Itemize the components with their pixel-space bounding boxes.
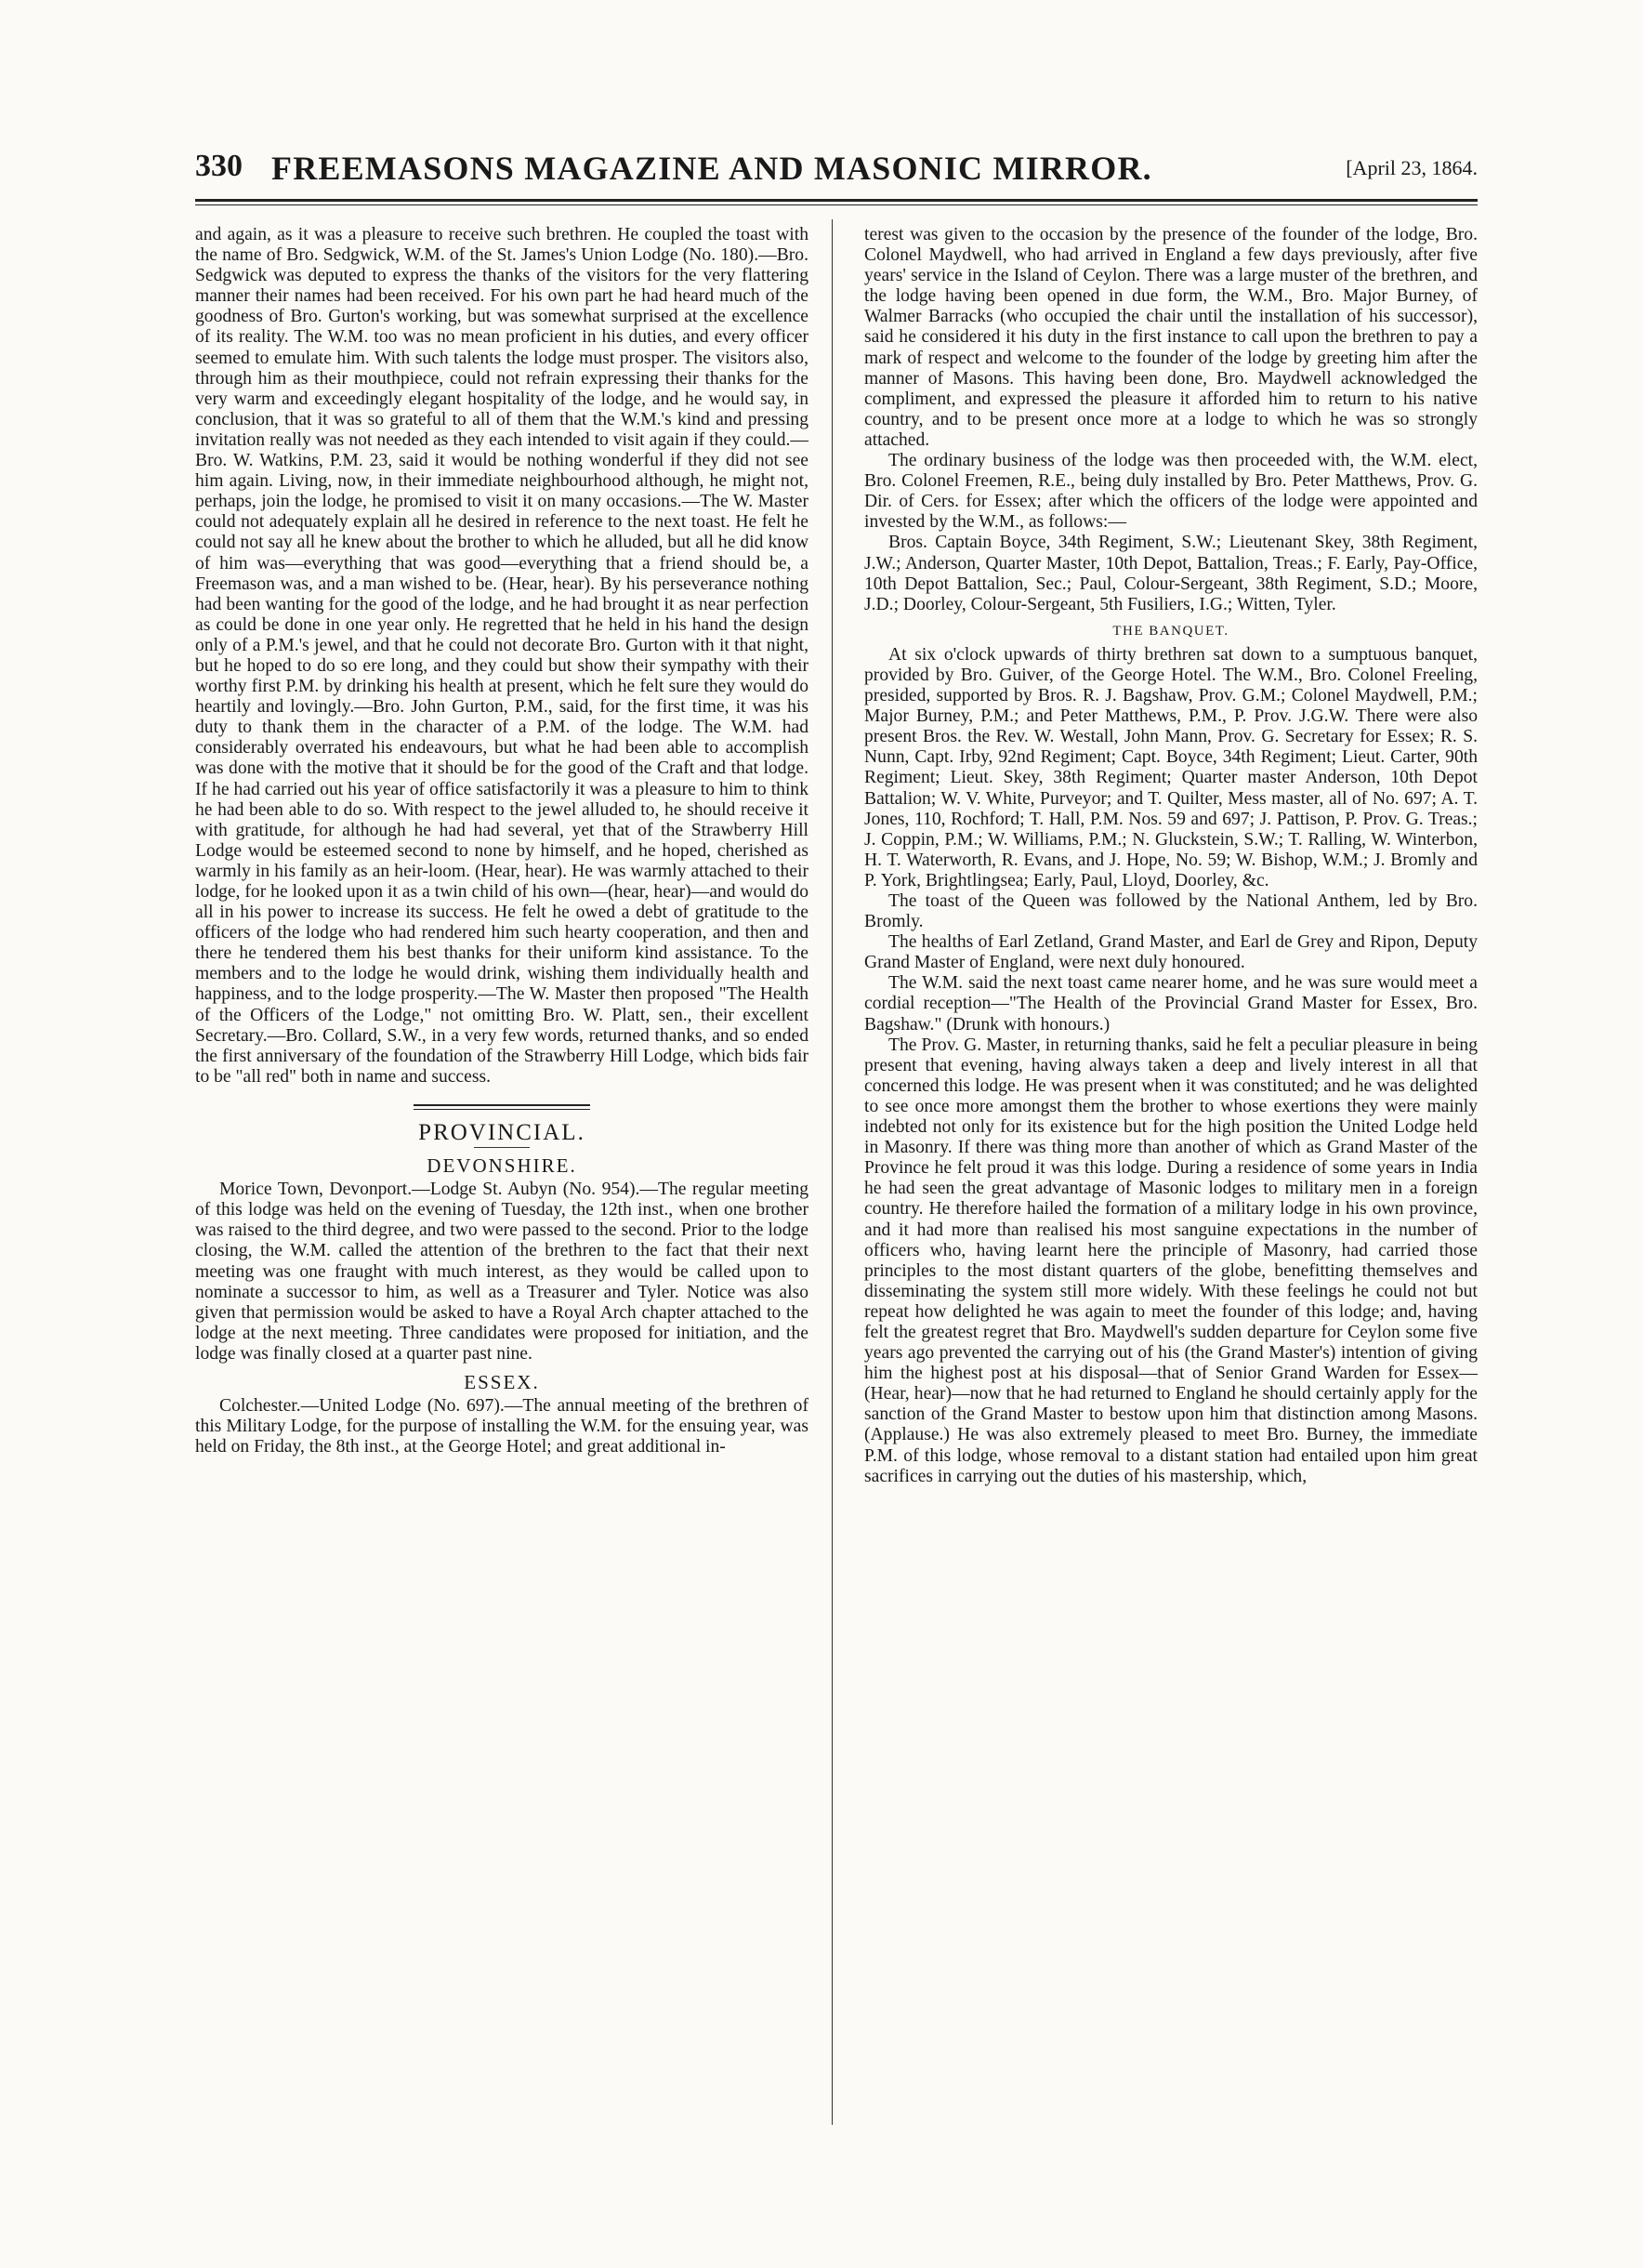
column-divider <box>832 219 833 2125</box>
magazine-title: FREEMASONS MAGAZINE AND MASONIC MIRROR. <box>271 150 1152 187</box>
page-number: 330 <box>195 149 243 183</box>
page-header <box>195 149 1478 191</box>
header-rule-thick <box>195 199 1478 202</box>
banquet-heading: THE BANQUET. <box>1112 623 1229 639</box>
article-paragraph: Colchester.—United Lodge (No. 697).—The annual meeting of the brethren of this Military Lodge, for the purpose of installing the W.M. for the ensuing year, was held on Friday, the 8th inst., at the George Hotel; and great additional in- <box>195 1396 808 1457</box>
heading-dash <box>474 1147 530 1148</box>
article-paragraph: The Prov. G. Master, in returning thanks, said he felt a peculiar pleasure in being present that evening, having always taken a deep and lively interest in all that concerned this lodge. He was present when it was constituted; and he was delighted to see once more amongst them the brother to whose exertions they were mainly indebted not only for its existence but for the high position the United Lodge held in Masonry. If there was thing more than another of which as Grand Master of the Province he felt proud it was this lodge. During a residence of some years in India he had seen the great advantage of Masonic lodges to military men in a foreign country. He therefore hailed the formation of a military lodge in his own province, and it had more than realised his most sanguine expectations in the number of officers who, having learnt here the principle of Masonry, had carried those principles to the most distant quarters of the globe, benefitting themselves and disseminating the system still more widely. With these feelings he could not but repeat how delighted he was again to meet the founder of this lodge; and, having felt the greatest regret that Bro. Maydwell's sudden departure for Ceylon some five years ago prevented the carrying out of his (the Grand Master's) intention of giving him the highest post at his disposal—that of Senior Grand Warden for Essex—(Hear, hear)—now that he had returned to England he should certainly apply for the sanction of the Grand Master to bestow upon him that distinction among Masons. (Applause.) He was also extremely pleased to meet Bro. Burney, the immediate P.M. of this lodge, whose removal to a distant station had entailed upon him great sacrifices in carrying out the duties of his mastership, which, <box>864 1035 1478 1486</box>
article-paragraph: Morice Town, Devonport.—Lodge St. Aubyn (No. 954).—The regular meeting of this lodge was held on the evening of Tuesday, the 12th inst., when one brother was raised to the third degree, and two were passed to the second. Prior to the lodge closing, the W.M. called the attention of the brethren to the fact that their next meeting was one fraught with much interest, as they would be called upon to nominate a successor to him, as well as a Treasurer and Tyler. Notice was also given that permission would be asked to have a Royal Arch chapter attached to the lodge at the next meeting. Three candidates were proposed for initiation, and the lodge was finally closed at a quarter past nine. <box>195 1180 808 1364</box>
article-paragraph: At six o'clock upwards of thirty brethren sat down to a sumptuous banquet, provided by Bro. Guiver, of the George Hotel. The W.M., Bro. Colonel Freeling, presided, supported by Bros. R. J. Bagshaw, Prov. G.M.; Colonel Maydwell, P.M.; Major Burney, P.M.; and Peter Matthews, P.M., P. Prov. J.G.W. There were also present Bros. the Rev. W. Westall, John Mann, Prov. G. Secretary for Essex; R. S. Nunn, Capt. Irby, 92nd Regiment; Capt. Boyce, 34th Regiment; Lieut. Carter, 90th Regiment; Lieut. Skey, 38th Regiment; Quarter master Anderson, 10th Depot Battalion; W. V. White, Purveyor; and T. Quilter, Mess master, all of No. 697; A. T. Jones, 110, Rochford; T. Hall, P.M. Nos. 59 and 697; J. Pattison, P. Prov. G. Treas.; J. Coppin, P.M.; W. Williams, P.M.; N. Gluckstein, S.W.; T. Ralling, W. Winterbon, H. T. Waterworth, R. Evans, and J. Hope, No. 59; W. Bishop, W.M.; J. Bromly and P. York, Brightlingsea; Early, Paul, Lloyd, Doorley, &c. <box>864 644 1478 890</box>
officers-list: Bros. Captain Boyce, 34th Regiment, S.W.; Lieutenant Skey, 38th Regiment, J.W.; Anderson, Quarter Master, 10th Depot, Battalion, Treas.; F. Early, Pay-Office, 10th Depot Battalion, Sec.; Paul, Colour-Sergeant, 38th Regiment, S.D.; Moore, J.D.; Doorley, Colour-Sergeant, 5th Fusiliers, I.G.; Witten, Tyler. <box>864 533 1478 614</box>
article-paragraph: terest was given to the occasion by the presence of the founder of the lodge, Bro. Colonel Maydwell, who had arrived in England a few days previously, after five years' service in the Island of Ceylon. There was a large muster of the brethren, and the lodge having been opened in due form, the W.M., Bro. Major Burney, of Walmer Barracks (who occupied the chair until the installation of his successor), said he considered it his duty in the first instance to call upon the brethren to pay a mark of respect and welcome to the founder of the lodge by greeting him after the manner of Masons. This having been done, Bro. Maydwell acknowledged the compliment, and expressed the pleasure it afforded him to return to his native country, and to be present once more at a lodge to which he was so strongly attached. <box>864 225 1478 450</box>
article-paragraph: The toast of the Queen was followed by the National Anthem, led by Bro. Bromly. <box>864 891 1478 932</box>
subsection-heading-devonshire: DEVONSHIRE. <box>427 1154 577 1178</box>
issue-date: [April 23, 1864. <box>1346 156 1478 179</box>
article-paragraph: The healths of Earl Zetland, Grand Master, and Earl de Grey and Ripon, Deputy Grand Master of England, were next duly honoured. <box>864 932 1478 973</box>
left-column <box>195 225 808 1457</box>
section-separator <box>414 1104 590 1110</box>
article-paragraph: The W.M. said the next toast came nearer home, and he was sure would meet a cordial reception—"The Health of the Provincial Grand Master for Essex, Bro. Bagshaw." (Drunk with honours.) <box>864 973 1478 1035</box>
section-heading-provincial: PROVINCIAL. <box>418 1119 585 1145</box>
article-paragraph: The ordinary business of the lodge was then proceeded with, the W.M. elect, Bro. Colonel Freemen, R.E., being duly installed by Bro. Peter Matthews, Prov. G. Dir. of Cers. for Essex; after which the officers of the lodge were appointed and invested by the W.M., as follows:— <box>864 451 1478 533</box>
subsection-heading-essex: ESSEX. <box>464 1370 540 1393</box>
right-column <box>864 225 1478 1487</box>
header-rule-thin <box>195 204 1478 205</box>
article-paragraph: and again, as it was a pleasure to receive such brethren. He coupled the toast with the name of Bro. Sedgwick, W.M. of the St. James's Union Lodge (No. 180).—Bro. Sedgwick was deputed to express the thanks of the visitors for the very flattering manner their names had been received. For his own part he had heard much of the goodness of Bro. Gurton's working, but was somewhat surprised at the excellence of its reality. The W.M. too was no mean proficient in his duties, and every officer seemed to emulate him. With such talents the lodge must prosper. The visitors also, through him as their mouthpiece, could not refrain expressing their thanks for the very warm and exceedingly elegant hospitality of the lodge, and he would say, in conclusion, that it was so grateful to all of them that the W.M.'s kind and pressing invitation really was not needed as they each intended to visit again if they could.—Bro. W. Watkins, P.M. 23, said it would be nothing wonderful if they did not see him again. Living, now, in their immediate neighbourhood although, he might not, perhaps, join the lodge, he promised to visit it on many occasions.—The W. Master could not adequately explain all he desired in reference to the next toast. He felt he could not say all he knew about the brother to which he alluded, but all he did know of him was—everything that was good—everything that a friend should be, a Freemason was, and a man wished to be. (Hear, hear). By his perseverance nothing had been wanting for the good of the lodge, and he had brought it as near perfection as could be done in one year only. He regretted that he held in his hand the design only of a P.M.'s jewel, and that he could not decorate Bro. Gurton with it that night, but he hoped to do so ere long, and they could but show their sympathy with their worthy first P.M. by drinking his health at present, which he felt sure they would do heartily and lovingly.—Bro. John Gurton, P.M., said, for the first time, it was his duty to thank them in the character of a P.M. of the lodge. The W.M. had considerably overrated his endeavours, but what he had been able to accomplish was done with the motive that it should be for the good of the Craft and that lodge. If he had carried out his year of office satisfactorily it was a pleasure to him to think he had been able to do so. With respect to the jewel alluded to, he should receive it with gratitude, for although he had had several, yet that of the Strawberry Hill Lodge would be esteemed second to none by himself, and he hoped, cherished as warmly in his family as an heir-loom. (Hear, hear). He was warmly attached to their lodge, for he looked upon it as a twin child of his own—(hear, hear)—and would do all in his power to increase its success. He felt he owed a debt of gratitude to the officers of the lodge who had rendered him such hearty cooperation, and then and there he tendered them his best thanks for their uniform kind assistance. To the members and to the lodge he would drink, wishing them individually health and happiness, and to the lodge prosperity.—The W. Master then proposed "The Health of the Officers of the Lodge," not omitting Bro. W. Platt, sen., their excellent Secretary.—Bro. Collard, S.W., in a very few words, returned thanks, and so ended the first anniversary of the foundation of the Strawberry Hill Lodge, which bids fair to be "all red" both in name and success. <box>195 225 808 1087</box>
